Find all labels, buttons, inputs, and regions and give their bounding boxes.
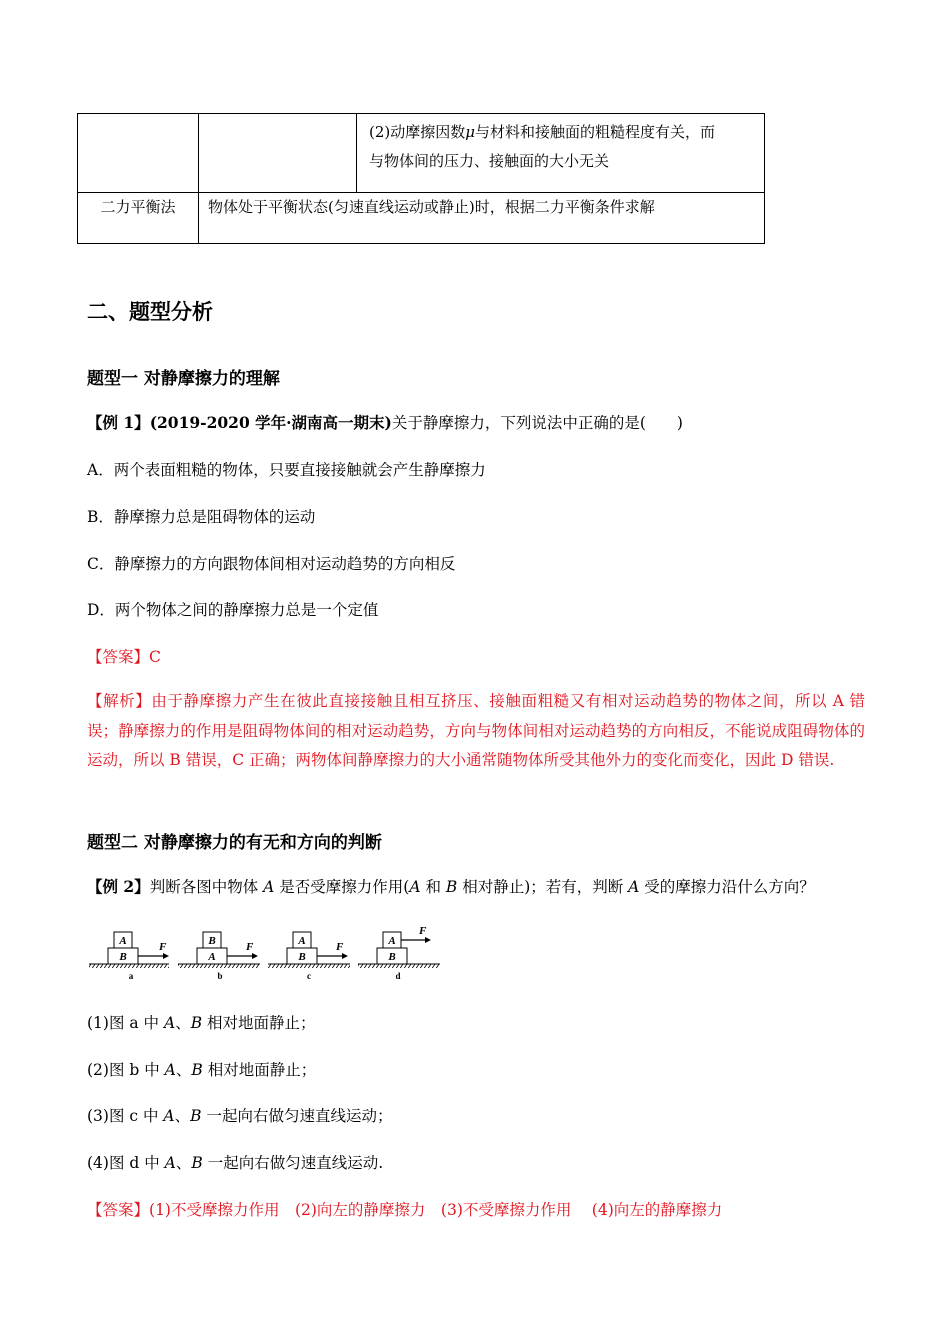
table-row — [78, 193, 765, 244]
option-b: B．静摩擦力总是阻碍物体的运动 — [87, 508, 316, 526]
block-b-label: B — [208, 935, 216, 947]
table-cell — [78, 114, 199, 193]
option-a: A．两个表面粗糙的物体，只要直接接触就会产生静摩擦力 — [87, 461, 486, 479]
item-2: (2)图 b 中 A、B 相对地面静止； — [87, 1061, 317, 1079]
method-table — [77, 113, 765, 244]
analysis1-tag: 【解析】 — [87, 692, 152, 710]
answer1-tag: 【答案】 — [87, 648, 150, 666]
option-c: C．静摩擦力的方向跟物体间相对运动趋势的方向相反 — [87, 555, 456, 573]
force-label: F — [419, 925, 427, 937]
section-title: 二、题型分析 — [87, 299, 213, 324]
force-label: F — [336, 941, 344, 953]
method-desc-cell: 物体处于平衡状态(匀速直线运动或静止)时，根据二力平衡条件求解 — [199, 193, 765, 244]
diagram-b — [178, 932, 260, 981]
answer2-value: (1)不受摩擦力作用 (2)向左的静摩擦力 (3)不受摩擦力作用 (4)向左的静摩擦力 — [149, 1201, 723, 1219]
block-a-label: A — [208, 951, 216, 963]
force-label: F — [159, 941, 167, 953]
answer1 — [87, 645, 161, 667]
example1-source: (2019-2020 学年·湖南高一期末) — [149, 413, 392, 432]
method-name-cell: 二力平衡法 — [78, 193, 199, 244]
diagram-d — [358, 925, 440, 981]
mu-symbol: μ — [465, 123, 475, 141]
table-cell — [199, 114, 357, 193]
block-a-label: A — [298, 935, 306, 947]
block-b-label: B — [298, 951, 306, 963]
diagram-a — [89, 932, 169, 981]
block-a-label: A — [119, 935, 127, 947]
item-4: (4)图 d 中 A、B 一起向右做匀速直线运动. — [87, 1154, 384, 1172]
block-a-label: A — [388, 935, 396, 947]
example1-question: 【例 1】(2019-2020 学年·湖南高一期末)关于静摩擦力，下列说法中正确的是( ) — [87, 413, 683, 432]
figure-label-c: c — [307, 971, 311, 981]
answer1-value: C — [149, 648, 161, 666]
diagram-c — [268, 932, 350, 981]
figure-label-d: d — [395, 971, 401, 981]
table-row — [78, 114, 765, 193]
analysis1-text: 由于静摩擦力产生在彼此直接接触且相互挤压、接触面粗糙又有相对运动趋势的物体之间，所以 A 错误；静摩擦力的作用是阻碍物体间的相对运动趋势，方向与物体间相对运动趋势的方向相反，不能说成阻碍物体的运动，所以 B 错误，C 正确；两物体间静摩擦力的大小通常随物体所受其他外力的变化而变化，因此 D 错误. — [87, 692, 865, 769]
answer2-tag: 【答案】 — [87, 1201, 150, 1219]
block-b-label: B — [119, 951, 127, 963]
type1-title: 题型一 对静摩擦力的理解 — [87, 369, 280, 389]
item-3: (3)图 c 中 A、B 一起向右做匀速直线运动； — [87, 1107, 393, 1125]
option-d: D．两个物体之间的静摩擦力总是一个定值 — [87, 601, 379, 619]
figure-label-a: a — [128, 971, 134, 981]
example2-tag: 【例 2】 — [87, 877, 150, 896]
example2-question: 【例 2】判断各图中物体 A 是否受摩擦力作用(A 和 B 相对静止)；若有，判断 A 受的摩擦力沿什么方向？ — [87, 877, 815, 896]
example1-tag: 【例 1】 — [87, 413, 150, 432]
item-1: (1)图 a 中 A、B 相对地面静止； — [87, 1014, 316, 1032]
analysis1 — [87, 687, 865, 776]
block-b-label: B — [388, 951, 396, 963]
block-diagrams-figure — [87, 922, 442, 984]
answer2 — [87, 1198, 722, 1220]
type2-title: 题型二 对静摩擦力的有无和方向的判断 — [87, 833, 382, 853]
force-label: F — [246, 941, 254, 953]
figure-label-b: b — [217, 971, 223, 981]
table-cell-friction-coefficient: (2)动摩擦因数μ与材料和接触面的粗糙程度有关，而 与物体间的压力、接触面的大小无关 — [357, 114, 765, 193]
